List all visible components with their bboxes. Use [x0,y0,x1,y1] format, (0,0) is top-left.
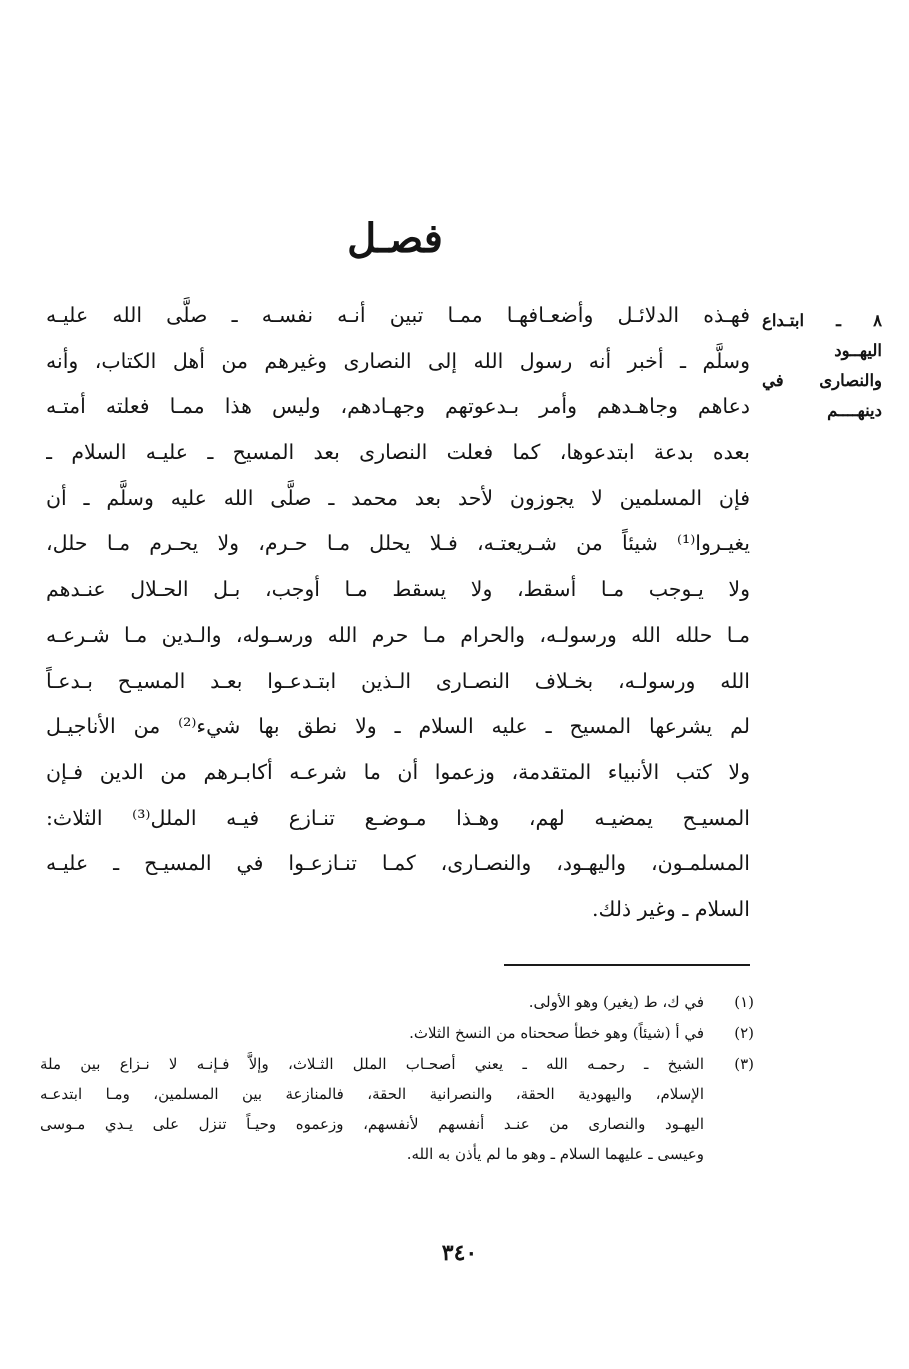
footnote-line: اليهـود والنصارى من عنـد أنفسهم لأنفسهم، وزعموه وحيـاً تنزل على يـدي مـوسى [40,1115,704,1133]
body-line: لم يشرعها المسيح ـ عليه السلام ـ ولا نطق بها شيء⁽²⁾ من الأناجيـل [46,714,750,739]
margin-note-line: اليهــود [834,341,882,360]
footnote-number: (٣) [734,1055,754,1073]
margin-note [762,306,882,426]
body-line: يغيـروا⁽¹⁾ شيئاً من شـريعتـه، فـلا يحلل مـا حـرم، ولا يحـرم مـا حلل، [46,531,750,556]
body-line: فإن المسلمين لا يجوزون لأحد بعد محمد ـ صلَّى الله عليه وسلَّم ـ أن [46,485,750,510]
body-line: المسيـح يمضيـه لهم، وهـذا مـوضـع تنـازع فيـه الملل⁽³⁾ الثلاث: [46,805,750,830]
footnote-number: (١) [734,993,754,1011]
footnotes [40,987,754,1170]
footnote-line: في أ (شيئاً) وهو خطأ صححناه من النسخ الثلاث. [409,1024,704,1042]
section-heading: فصـل [347,215,443,262]
margin-note-line: دينهــــم [827,401,882,420]
body-line: المسلمـون، واليهـود، والنصـارى، كمـا تنـازعـوا في المسيـح ـ عليـه [46,851,750,876]
page-number: ٣٤٠ [441,1240,478,1266]
footnote-2 [40,1018,754,1048]
body-line: دعاهم وجاهـدهم وأمر بـدعوتهم وجهـادهم، وليس هذا ممـا فعلته أمتـه [46,394,750,419]
body-line: بعده بدعة ابتدعوها، كما فعلت النصارى بعد المسيح ـ عليـه السلام ـ [46,440,750,465]
footnote-line: وعيسى ـ عليهما السلام ـ وهو ما لم يأذن به الله. [406,1145,704,1163]
margin-note-line: والنصارى في [762,371,882,390]
body-line: مـا حلله الله ورسولـه، والحرام مـا حرم الله ورسـوله، والـدين مـا شـرعـه [46,622,750,647]
footnote-divider [504,964,750,966]
footnote-line: الشيخ ـ رحمـه الله ـ يعني أصحـاب الملل الثـلاث، وإلاَّ فـإنـه لا نـزاع بين ملة [40,1055,704,1073]
body-paragraph [46,293,750,933]
footnote-number: (٢) [734,1024,754,1042]
body-line: ولا كتب الأنبياء المتقدمة، وزعموا أن ما شرعـه أكابـرهم من الدين فـإن [46,759,750,784]
footnote-3 [40,1049,754,1169]
body-line: وسلَّم ـ أخبر أنه رسول الله إلى النصارى وغيرهم من أهل الكتاب، وأنه [46,348,750,373]
footnote-line: الإسلام، واليهودية الحقة، والنصرانية الحقة، فالمنازعة بين المسلمين، ومـا ابتدعـه [40,1085,704,1103]
margin-note-line: ٨ ـ ابتـداع [762,311,882,330]
footnote-1 [40,987,754,1017]
body-line: السلام ـ وغير ذلك. [592,896,750,921]
body-line: الله ورسولـه، بخـلاف النصـارى الـذين ابتـدعـوا بعـد المسيـح بـدعـاً [46,668,750,693]
footnote-line: في ك، ط (يغير) وهو الأولى. [528,993,704,1011]
body-line: فهـذه الدلائـل وأضعـافهـا ممـا تبين أنـه نفسـه ـ صلَّى الله عليـه [46,303,750,327]
body-line: ولا يـوجب مـا أسقط، ولا يسقط مـا أوجب، بـل الحـلال عنـدهم [46,577,750,602]
